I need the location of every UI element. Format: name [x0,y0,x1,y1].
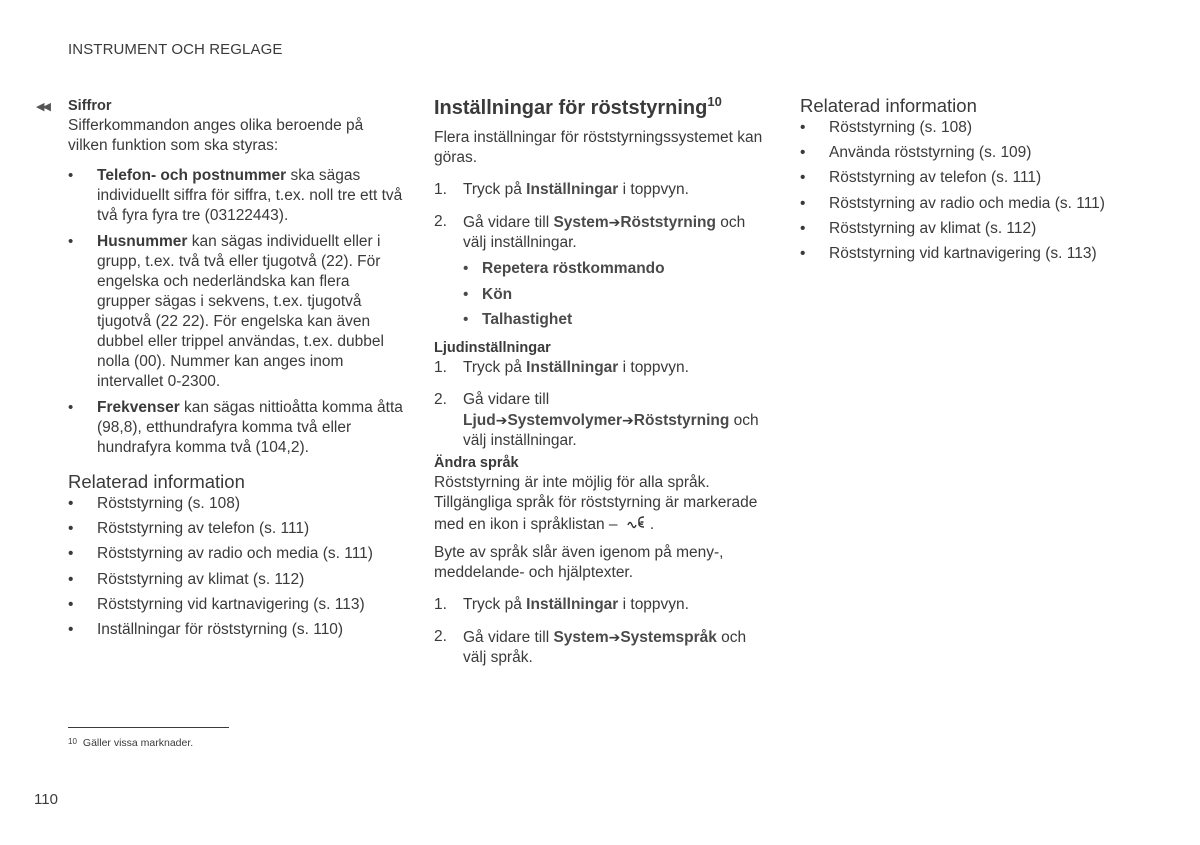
related-link[interactable]: • Använda röststyrning (s. 109) [800,143,1110,163]
option-item: • Kön [463,285,769,305]
footnote-text: Gäller vissa marknader. [82,737,194,749]
sound-settings-heading: Ljudinställningar [434,340,551,356]
step-text: Tryck på [463,596,527,613]
footnote-divider [68,727,229,728]
term: Telefon- och postnummer [97,167,287,184]
voice-language-icon [626,513,650,533]
step-item [434,627,769,668]
step-number: 2. [434,628,447,645]
section-title-text: Inställningar för röststyrning [434,97,708,119]
related-info-list [800,118,1110,264]
footnote-number: 10 [68,737,77,746]
step-text: Gå vidare till [463,214,554,231]
step-number: 2. [434,391,447,408]
related-link[interactable]: • Röststyrning av klimat (s. 112) [800,219,1110,239]
related-link[interactable]: • Röststyrning av radio och media (s. 111) [800,194,1110,214]
step-number: 1. [434,359,447,376]
related-link[interactable]: • Röststyrning (s. 108) [68,494,403,514]
menu-settings: Inställningar [526,181,619,198]
option-item: • Repetera röstkommando [463,259,769,279]
step-item [434,180,769,200]
list-item [68,232,403,392]
step-text: Tryck på [463,359,527,376]
step-number: 2. [434,213,447,230]
related-link[interactable]: • Röststyrning av telefon (s. 111) [800,168,1110,188]
sound-steps [434,358,769,451]
column-left [68,96,403,645]
step-item [434,595,769,615]
step-item [434,390,769,451]
option-item: • Talhastighet [463,310,769,330]
step-item [434,358,769,378]
related-link[interactable]: • Inställningar för röststyrning (s. 110) [68,620,403,640]
term-description: ska sägas individuellt siffra för siffra, t.ex. noll tre ett två två fyra fyra tre (03122443). [97,167,403,224]
term: Husnummer [97,233,188,250]
arrow-right-icon: ➔ [495,412,508,428]
menu-system-language: Systemspråk [620,629,717,646]
step-text: i toppvyn. [618,359,689,376]
related-link[interactable]: • Röststyrning vid kartnavigering (s. 113) [68,595,403,615]
language-steps [434,595,769,668]
step-text: och välj inställningar. [463,412,759,449]
column-right [800,96,1110,269]
page-number: 110 [34,791,58,808]
menu-settings: Inställningar [526,359,619,376]
step-number: 1. [434,596,447,613]
arrow-right-icon: ➔ [608,629,621,645]
step-text: Gå vidare till [463,629,554,646]
step-text: och välj inställningar. [463,214,746,251]
menu-settings: Inställningar [526,596,619,613]
step-text: Tryck på [463,181,527,198]
related-link[interactable]: • Röststyrning av radio och media (s. 111) [68,544,403,564]
step-text: i toppvyn. [618,181,689,198]
language-text-end: . [649,516,655,533]
menu-system: System [553,214,609,231]
related-link[interactable]: • Röststyrning av klimat (s. 112) [68,570,403,590]
list-item [68,398,403,458]
step-text: och välj språk. [463,629,747,666]
list-item [68,166,403,226]
term-description: kan sägas nittioåtta komma åtta (98,8), etthundrafyra komma två eller hundrafyra komma två (104,2). [97,399,403,456]
column-middle [434,96,769,680]
arrow-right-icon: ➔ [608,214,621,230]
related-info-heading: Relaterad information [800,95,977,116]
step-text: i toppvyn. [618,596,689,613]
settings-steps [434,180,769,253]
section-subheading: Siffror [68,98,112,114]
menu-voice-control: Röststyrning [620,214,716,231]
section-title [434,96,769,120]
term: Frekvenser [97,399,180,416]
intro-text: Flera inställningar för röststyrningssystemet kan göras. [434,129,763,166]
menu-sound: Ljud [463,412,496,429]
step-text: Gå vidare till [463,391,550,408]
related-link[interactable]: • Röststyrning (s. 108) [800,118,1110,138]
arrow-right-icon: ➔ [622,412,634,428]
change-language-heading: Ändra språk [434,455,519,471]
page-header: INSTRUMENT OCH REGLAGE [68,41,283,58]
numbers-list [68,166,403,458]
menu-system-volumes: Systemvolymer [507,412,623,429]
continuation-icon: ◀◀ [36,101,49,113]
related-info-list [68,494,403,640]
menu-voice-control: Röststyrning [633,412,730,429]
language-text-body: Röststyrning är inte möjlig för alla språk. Tillgängliga språk för röststyrning är markerade med en ikon i språklistan – [434,474,758,533]
related-link[interactable]: • Röststyrning vid kartnavigering (s. 113) [800,244,1110,264]
related-info-heading: Relaterad information [68,471,245,492]
language-text [434,473,769,535]
footnote-ref: 10 [707,94,722,109]
menu-system: System [553,629,609,646]
related-link[interactable]: • Röststyrning av telefon (s. 111) [68,519,403,539]
options-list [434,259,769,330]
term-description: kan sägas individuellt eller i grupp, t.ex. två två eller tjugotvå (22). För engelska och nederländska kan flera grupper sägas i sekvens, t.ex. tjugotvå tjugotvå (22 22). För engelska kan även dubbel eller trippel användas, t.ex. dubbel nolla (00). Nummer kan anges inom intervallet 0-2300. [97,233,384,390]
step-item [434,212,769,253]
language-text-2: Byte av språk slår även igenom på meny-, meddelande- och hjälptexter. [434,544,724,581]
step-number: 1. [434,181,447,198]
footnote [68,732,193,753]
intro-text: Sifferkommandon anges olika beroende på vilken funktion som ska styras: [68,117,364,154]
